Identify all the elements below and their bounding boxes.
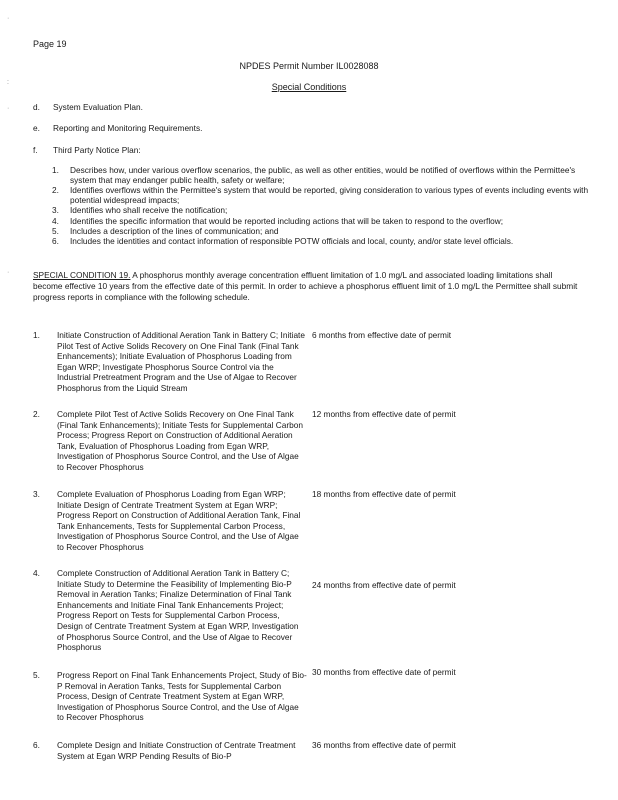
list-text: Includes the identities and contact information of responsible POTW officials and local, county, and/or state level officials. (70, 235, 514, 246)
list-item (52, 236, 592, 246)
list-number: 6. (52, 235, 59, 246)
schedule-deadline: 30 months from effective date of permit (312, 667, 456, 677)
item-text: Third Party Notice Plan: (53, 145, 141, 155)
item-letter: d. (33, 102, 40, 112)
schedule-number: 1. (33, 330, 40, 340)
schedule-number: 5. (33, 670, 40, 680)
list-text: Identifies the specific information that would be reported including actions that will be taken to respond to the overflow; (70, 215, 504, 226)
schedule-deadline: 6 months from effective date of permit (312, 330, 452, 340)
schedule-deadline: 12 months from effective date of permit (312, 409, 456, 419)
list-item (52, 185, 592, 205)
special-condition-label: SPECIAL CONDITION 19. (33, 270, 131, 280)
schedule-task: Complete Construction of Additional Aeration Tank in Battery C; Initiate Study to Determine the Feasibility of Implementing Bio-P Removal in Aeration Tanks; Finalize Determination of Final Tank Enhancements and Initiate Final Tank Enhancements Project; Progress Report on Tests for Supplemental Carbon Process, Design of Centrate Treatment System at Egan WRP, Investigation of Phosphorus Source Control, and the Use of Algae to Recover Phosphorus (57, 568, 299, 653)
list-item (52, 216, 592, 226)
item-text: System Evaluation Plan. (53, 102, 143, 112)
list-number: 2. (52, 185, 59, 196)
margin-mark: · (7, 269, 10, 276)
schedule-task: Complete Pilot Test of Active Solids Recovery on One Final Tank (Final Tank Enhancements); Initiate Tests for Supplemental Carbon Process; Progress Report on Construction of Additional Aeration Tank, Evaluation of Phosphorus Loading from Egan WRP, Investigation of Phosphorus Source Control, and the Use of Algae to Recover Phosphorus (57, 409, 303, 473)
list-item (52, 226, 592, 236)
list-text: Identifies overflows within the Permittee's system that would be reported, giving consideration to various types of events including events with potential widespread impacts; (70, 185, 589, 206)
item-text: Reporting and Monitoring Requirements. (53, 123, 203, 133)
special-condition-paragraph (33, 270, 583, 304)
schedule-deadline: 18 months from effective date of permit (312, 489, 456, 499)
list-number: 3. (52, 205, 59, 216)
list-text: Describes how, under various overflow scenarios, the public, as well as other entities, would be notified of overflows within the Permittee's system that may endanger public health, safety or welfare; (70, 165, 576, 186)
page-number: Page 19 (33, 39, 67, 49)
schedule-deadline: 36 months from effective date of permit (312, 740, 456, 750)
list-number: 5. (52, 225, 59, 236)
permit-number: NPDES Permit Number IL0028088 (239, 61, 379, 71)
notice-plan-list (52, 165, 592, 246)
list-number: 4. (52, 215, 59, 226)
schedule-number: 2. (33, 409, 40, 419)
schedule-deadline: 24 months from effective date of permit (312, 580, 456, 590)
list-item (52, 205, 592, 215)
schedule-number: 3. (33, 489, 40, 499)
list-text: Includes a description of the lines of communication; and (70, 225, 279, 236)
list-item (52, 165, 592, 185)
margin-mark: : (7, 79, 9, 86)
list-text: Identifies who shall receive the notification; (70, 205, 228, 216)
schedule-task: Progress Report on Final Tank Enhancements Project, Study of Bio-P Removal in Aeration Tanks, Tests for Supplemental Carbon Process, Design of Centrate Treatment System at Egan WRP, Investigation of Phosphorus Source Control, and the Use of Algae to Recover Phosphorus (57, 670, 307, 723)
schedule-task: Complete Evaluation of Phosphorus Loading from Egan WRP; Initiate Design of Centrate Treatment System at Egan WRP; Progress Report on Construction of Additional Aeration Tank, Final Tank Enhancements, Tests for Supplemental Carbon Process, Investigation of Phosphorus Source Control, and the Use of Algae to Recover Phosphorus (57, 489, 301, 553)
schedule-number: 4. (33, 568, 40, 578)
schedule-number: 6. (33, 740, 40, 750)
margin-mark: · (7, 105, 10, 112)
section-title: Special Conditions (271, 82, 347, 92)
special-condition-text: A phosphorus monthly average concentration effluent limitation of 1.0 mg/L and associated loading limitations shall become effective 10 years from the effective date of this permit. In order to achieve a phosphorus effluent limit of 1.0 mg/L the Permittee shall submit progress reports in compliance with the following schedule. (33, 270, 578, 303)
margin-mark: · (7, 15, 10, 22)
list-number: 1. (52, 165, 59, 175)
item-letter: e. (33, 123, 40, 133)
schedule-task: Initiate Construction of Additional Aeration Tank in Battery C; Initiate Pilot Test of Active Solids Recovery on One Final Tank (Final Tank Enhancements); Initiate Evaluation of Phosphorus Loading from Egan WRP; Investigate Phosphorus Source Control via the Industrial Pretreatment Program and the Use of Algae to Recover Phosphorus from the Liquid Stream (57, 330, 305, 394)
schedule-task: Complete Design and Initiate Construction of Centrate Treatment System at Egan WRP Pending Results of Bio-P (57, 740, 296, 761)
item-letter: f. (33, 145, 38, 155)
